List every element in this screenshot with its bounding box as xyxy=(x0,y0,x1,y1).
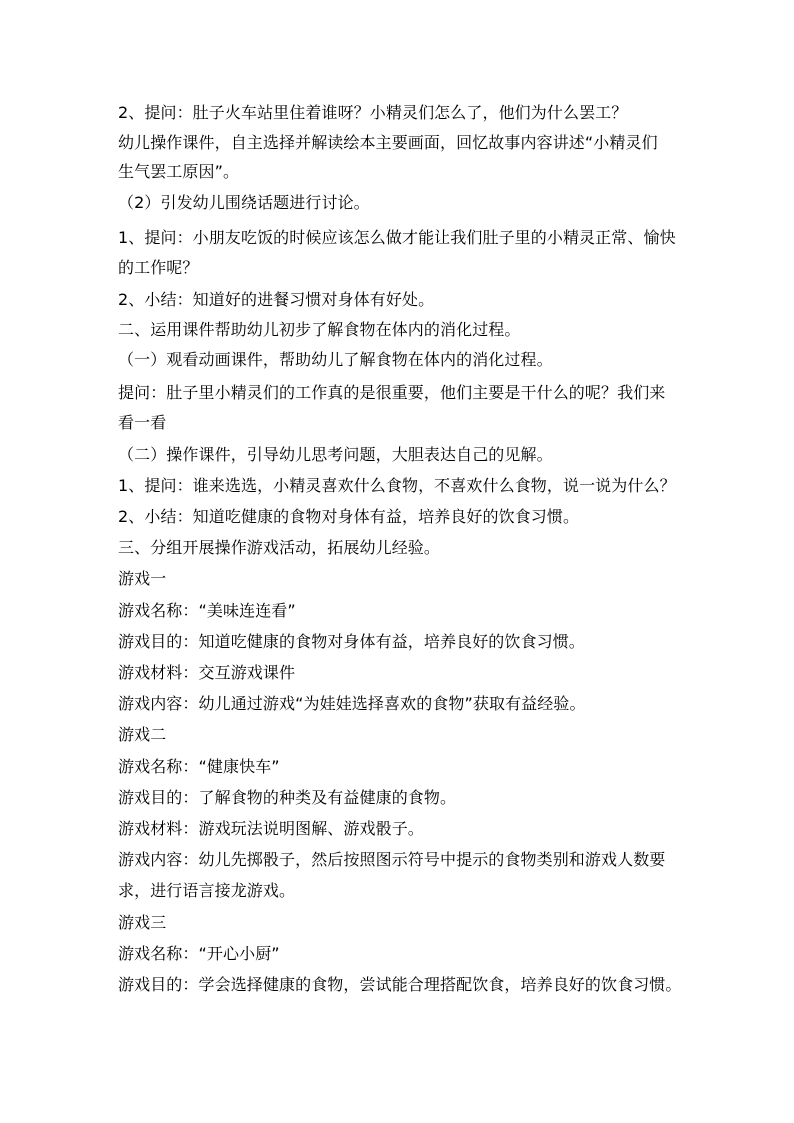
text-line: 游戏名称：“健康快车” xyxy=(118,757,280,776)
text-line: 求，进行语言接龙游戏。 xyxy=(118,881,296,900)
text-line: 游戏材料：游戏玩法说明图解、游戏骰子。 xyxy=(118,819,424,838)
text-line: 游戏目的：学会选择健康的食物，尝试能合理搭配饮食，培养良好的饮食习惯。 xyxy=(118,975,682,994)
text-line: 生气罢工原因”。 xyxy=(118,162,240,181)
text-line: 游戏三 xyxy=(118,913,167,932)
text-line: （2）引发幼儿围绕话题进行讨论。 xyxy=(118,193,370,212)
text-line: （二）操作课件，引导幼儿思考问题，大胆表达自己的见解。 xyxy=(118,445,553,464)
text-line: 游戏内容：幼儿通过游戏“为娃娃选择喜欢的食物”获取有益经验。 xyxy=(118,694,586,713)
text-line: 游戏名称：“美味连连看” xyxy=(118,601,296,620)
text-line: 1、提问：谁来选选，小精灵喜欢什么食物，不喜欢什么食物，说一说为什么？ xyxy=(118,476,676,495)
text-line: 2、小结：知道吃健康的食物对身体有益，培养良好的饮食习惯。 xyxy=(118,507,580,526)
text-line: 三、分组开展操作游戏活动，拓展幼儿经验。 xyxy=(118,538,441,557)
text-line: 1、提问：小朋友吃饭的时候应该怎么做才能让我们肚子里的小精灵正常、愉快 xyxy=(118,228,676,247)
text-line: 的工作呢？ xyxy=(118,258,199,277)
text-line: 幼儿操作课件，自主选择并解读绘本主要画面，回忆故事内容讲述“小精灵们 xyxy=(118,133,658,152)
text-line: 游戏材料：交互游戏课件 xyxy=(118,663,296,682)
text-line: 2、提问：肚子火车站里住着谁呀？小精灵们怎么了，他们为什么罢工？ xyxy=(118,103,628,122)
text-line: 提问：肚子里小精灵们的工作真的是很重要，他们主要是干什么的呢？我们来 xyxy=(118,383,666,402)
text-line: 2、小结：知道好的进餐习惯对身体有好处。 xyxy=(118,290,435,309)
text-line: 看一看 xyxy=(118,413,167,432)
text-line: 游戏名称：“开心小厨” xyxy=(118,944,280,963)
text-line: 游戏二 xyxy=(118,725,167,744)
text-line: 游戏内容：幼儿先掷骰子，然后按照图示符号中提示的食物类别和游戏人数要 xyxy=(118,850,666,869)
text-line: 游戏目的：知道吃健康的食物对身体有益，培养良好的饮食习惯。 xyxy=(118,632,585,651)
text-line: （一）观看动画课件，帮助幼儿了解食物在体内的消化过程。 xyxy=(118,350,553,369)
text-line: 二、运用课件帮助幼儿初步了解食物在体内的消化过程。 xyxy=(118,320,521,339)
text-line: 游戏一 xyxy=(118,569,167,588)
text-line: 游戏目的：了解食物的种类及有益健康的食物。 xyxy=(118,788,457,807)
